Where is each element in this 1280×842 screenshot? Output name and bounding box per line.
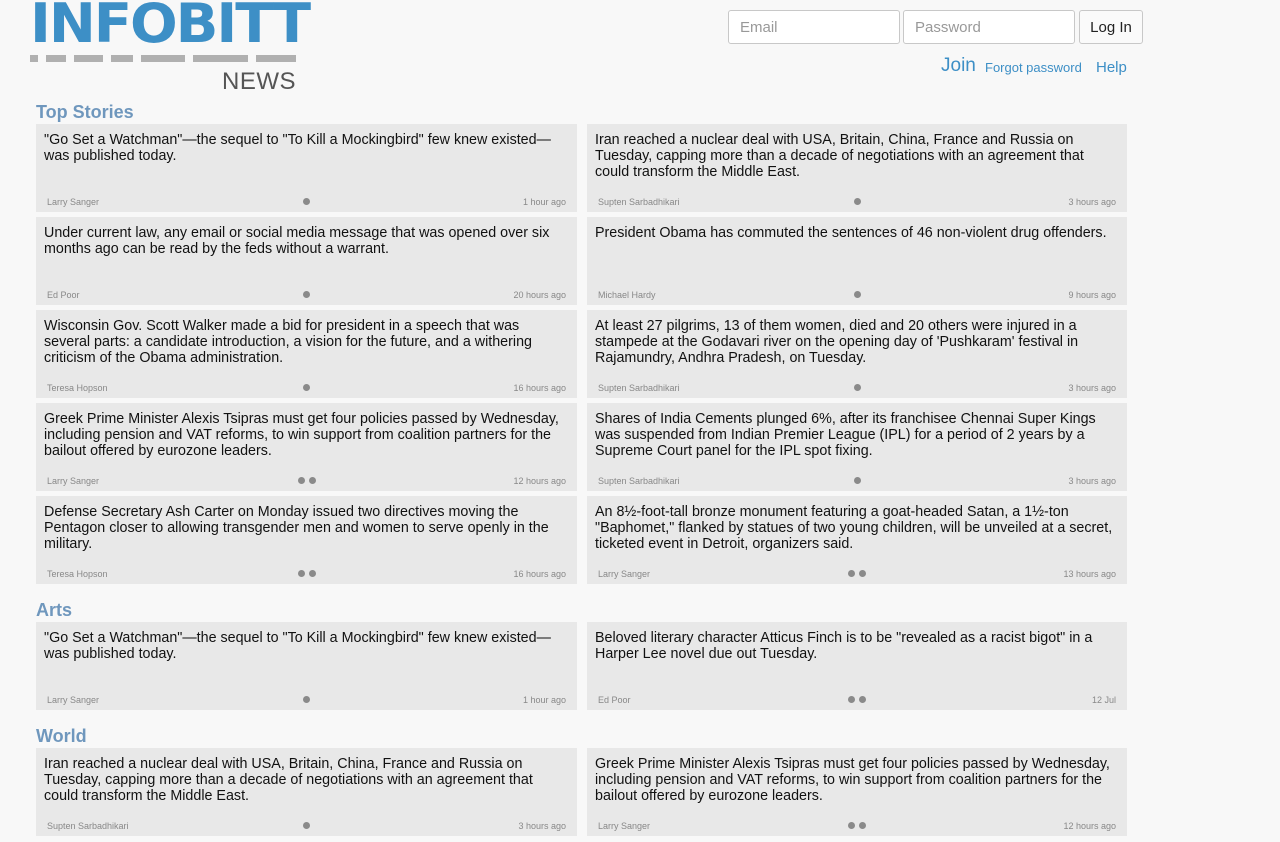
story-timestamp: 9 hours ago bbox=[1068, 290, 1116, 300]
rating-dot-icon bbox=[298, 570, 305, 577]
story-author[interactable]: Teresa Hopson bbox=[47, 383, 108, 393]
story-author[interactable]: Ed Poor bbox=[47, 290, 80, 300]
story-card[interactable] bbox=[36, 496, 577, 584]
logo-bars bbox=[30, 55, 296, 63]
story-headline[interactable]: "Go Set a Watchman"—the sequel to "To Kill a Mockingbird" few knew existed—was published today. bbox=[44, 630, 551, 662]
story-grid bbox=[36, 622, 1128, 710]
story-footer bbox=[598, 196, 1116, 208]
story-footer bbox=[598, 382, 1116, 394]
story-footer bbox=[47, 694, 566, 706]
story-timestamp: 13 hours ago bbox=[1063, 569, 1116, 579]
story-timestamp: 20 hours ago bbox=[513, 290, 566, 300]
story-headline[interactable]: Greek Prime Minister Alexis Tsipras must get four policies passed by Wednesday, including pension and VAT reforms, to win support from coalition partners for the bailout offered by eurozone leaders. bbox=[595, 756, 1110, 804]
news-sections bbox=[36, 100, 1128, 836]
story-timestamp: 3 hours ago bbox=[1068, 383, 1116, 393]
story-author[interactable]: Supten Sarbadhikari bbox=[47, 821, 129, 831]
story-card[interactable] bbox=[587, 748, 1127, 836]
rating-dots bbox=[47, 384, 566, 392]
story-author[interactable]: Larry Sanger bbox=[598, 821, 651, 831]
rating-dot-icon bbox=[303, 198, 310, 205]
rating-dots bbox=[598, 384, 1116, 392]
story-headline[interactable]: An 8½-foot-tall bronze monument featuring a goat-headed Satan, a 1½-ton "Baphomet," flanked by statues of two young children, will be unveiled at a secret, ticketed event in Detroit, organizers said. bbox=[595, 504, 1113, 552]
rating-dots bbox=[598, 291, 1116, 299]
story-card[interactable] bbox=[36, 124, 577, 212]
rating-dot-icon bbox=[303, 696, 310, 703]
rating-dots bbox=[47, 291, 566, 299]
story-footer bbox=[598, 820, 1116, 832]
story-author[interactable]: Ed Poor bbox=[598, 695, 631, 705]
story-author[interactable]: Larry Sanger bbox=[598, 569, 651, 579]
story-grid bbox=[36, 124, 1128, 584]
rating-dot-icon bbox=[854, 198, 861, 205]
story-card[interactable] bbox=[36, 217, 577, 305]
story-card[interactable] bbox=[587, 496, 1127, 584]
story-timestamp: 3 hours ago bbox=[1068, 476, 1116, 486]
rating-dot-icon bbox=[854, 477, 861, 484]
story-card[interactable] bbox=[36, 310, 577, 398]
rating-dots bbox=[598, 822, 1116, 830]
section-title[interactable]: World bbox=[36, 726, 87, 746]
join-link[interactable]: Join bbox=[941, 55, 976, 76]
story-footer bbox=[47, 196, 566, 208]
story-timestamp: 12 hours ago bbox=[513, 476, 566, 486]
rating-dot-icon bbox=[859, 696, 866, 703]
story-timestamp: 3 hours ago bbox=[1068, 197, 1116, 207]
story-timestamp: 1 hour ago bbox=[522, 695, 566, 705]
story-author[interactable]: Larry Sanger bbox=[47, 695, 100, 705]
rating-dot-icon bbox=[309, 570, 316, 577]
rating-dot-icon bbox=[298, 477, 305, 484]
story-author[interactable]: Larry Sanger bbox=[47, 476, 100, 486]
story-author[interactable]: Teresa Hopson bbox=[47, 569, 108, 579]
rating-dot-icon bbox=[859, 822, 866, 829]
story-footer bbox=[47, 382, 566, 394]
brand-name: INFOBITT bbox=[30, 0, 309, 55]
story-timestamp: 16 hours ago bbox=[513, 569, 566, 579]
section-gap bbox=[36, 710, 1128, 724]
story-card[interactable] bbox=[587, 622, 1127, 710]
story-headline[interactable]: Wisconsin Gov. Scott Walker made a bid for president in a speech that was several parts: a candidate introduction, a vision for the future, and a withering criticism of the Obama administration. bbox=[44, 318, 532, 366]
rating-dot-icon bbox=[848, 570, 855, 577]
rating-dot-icon bbox=[303, 822, 310, 829]
story-headline[interactable]: Beloved literary character Atticus Finch is to be "revealed as a racist bigot" in a Harper Lee novel due out Tuesday. bbox=[595, 630, 1093, 662]
rating-dots bbox=[598, 570, 1116, 578]
brand-subtitle: NEWS bbox=[222, 68, 296, 95]
story-headline[interactable]: At least 27 pilgrims, 13 of them women, died and 20 others were injured in a stampede at the Godavari river on the opening day of 'Pushkaram' festival in Rajamundry, Andhra Pradesh, on Tuesday. bbox=[595, 318, 1079, 366]
story-author[interactable]: Supten Sarbadhikari bbox=[598, 197, 680, 207]
story-card[interactable] bbox=[36, 748, 577, 836]
story-footer bbox=[598, 475, 1116, 487]
story-footer bbox=[47, 820, 566, 832]
rating-dots bbox=[598, 696, 1116, 704]
rating-dots bbox=[47, 696, 566, 704]
story-footer bbox=[598, 694, 1116, 706]
story-headline[interactable]: "Go Set a Watchman"—the sequel to "To Kill a Mockingbird" few knew existed—was published today. bbox=[44, 132, 551, 164]
rating-dot-icon bbox=[848, 696, 855, 703]
rating-dot-icon bbox=[309, 477, 316, 484]
story-timestamp: 1 hour ago bbox=[522, 197, 566, 207]
rating-dots bbox=[47, 198, 566, 206]
story-footer bbox=[47, 475, 566, 487]
forgot-password-link[interactable]: Forgot password bbox=[985, 60, 1082, 75]
story-timestamp: 16 hours ago bbox=[513, 383, 566, 393]
rating-dots bbox=[47, 570, 566, 578]
section-title[interactable]: Arts bbox=[36, 600, 73, 620]
story-author[interactable]: Larry Sanger bbox=[47, 197, 100, 207]
story-card[interactable] bbox=[36, 622, 577, 710]
rating-dot-icon bbox=[859, 570, 866, 577]
story-footer bbox=[47, 568, 566, 580]
story-grid bbox=[36, 748, 1128, 836]
story-footer bbox=[598, 568, 1116, 580]
rating-dots bbox=[598, 477, 1116, 485]
rating-dot-icon bbox=[848, 822, 855, 829]
story-card[interactable] bbox=[587, 403, 1127, 491]
story-headline[interactable]: Iran reached a nuclear deal with USA, Britain, China, France and Russia on Tuesday, capping more than a decade of negotiations with an agreement that could transform the Middle East. bbox=[595, 132, 1084, 180]
section-title[interactable]: Top Stories bbox=[36, 102, 134, 122]
story-headline[interactable]: Shares of India Cements plunged 6%, after its franchisee Chennai Super Kings was suspended from Indian Premier League (IPL) for a period of 2 years by a Supreme Court panel for the IPL spot fixing. bbox=[595, 411, 1096, 459]
story-headline[interactable]: President Obama has commuted the sentences of 46 non-violent drug offenders. bbox=[595, 225, 1107, 241]
story-footer bbox=[598, 289, 1116, 301]
story-card[interactable] bbox=[587, 217, 1127, 305]
login-button[interactable]: Log In bbox=[1079, 10, 1143, 44]
password-field[interactable] bbox=[903, 10, 1075, 44]
story-headline[interactable]: Under current law, any email or social media message that was opened over six months ago can be read by the feds without a warrant. bbox=[44, 225, 550, 257]
story-headline[interactable]: Defense Secretary Ash Carter on Monday issued two directives moving the Pentagon closer to allowing transgender men and women to serve openly in the military. bbox=[44, 504, 549, 552]
story-author[interactable]: Supten Sarbadhikari bbox=[598, 383, 680, 393]
help-link[interactable]: Help bbox=[1096, 59, 1127, 76]
section-gap bbox=[36, 584, 1128, 598]
story-timestamp: 12 Jul bbox=[1091, 695, 1116, 705]
rating-dots bbox=[47, 822, 566, 830]
story-headline[interactable]: Iran reached a nuclear deal with USA, Britain, China, France and Russia on Tuesday, capping more than a decade of negotiations with an agreement that could transform the Middle East. bbox=[44, 756, 533, 804]
rating-dot-icon bbox=[854, 291, 861, 298]
story-card[interactable] bbox=[587, 124, 1127, 212]
story-author[interactable]: Supten Sarbadhikari bbox=[598, 476, 680, 486]
rating-dot-icon bbox=[854, 384, 861, 391]
story-author[interactable]: Michael Hardy bbox=[598, 290, 656, 300]
story-card[interactable] bbox=[587, 310, 1127, 398]
rating-dot-icon bbox=[303, 384, 310, 391]
rating-dot-icon bbox=[303, 291, 310, 298]
story-timestamp: 12 hours ago bbox=[1063, 821, 1116, 831]
email-field[interactable] bbox=[728, 10, 900, 44]
site-logo[interactable] bbox=[30, 0, 309, 95]
rating-dots bbox=[598, 198, 1116, 206]
story-footer bbox=[47, 289, 566, 301]
story-card[interactable] bbox=[36, 403, 577, 491]
story-timestamp: 3 hours ago bbox=[518, 821, 566, 831]
story-headline[interactable]: Greek Prime Minister Alexis Tsipras must get four policies passed by Wednesday, including pension and VAT reforms, to win support from coalition partners for the bailout offered by eurozone leaders. bbox=[44, 411, 559, 459]
rating-dots bbox=[47, 477, 566, 485]
